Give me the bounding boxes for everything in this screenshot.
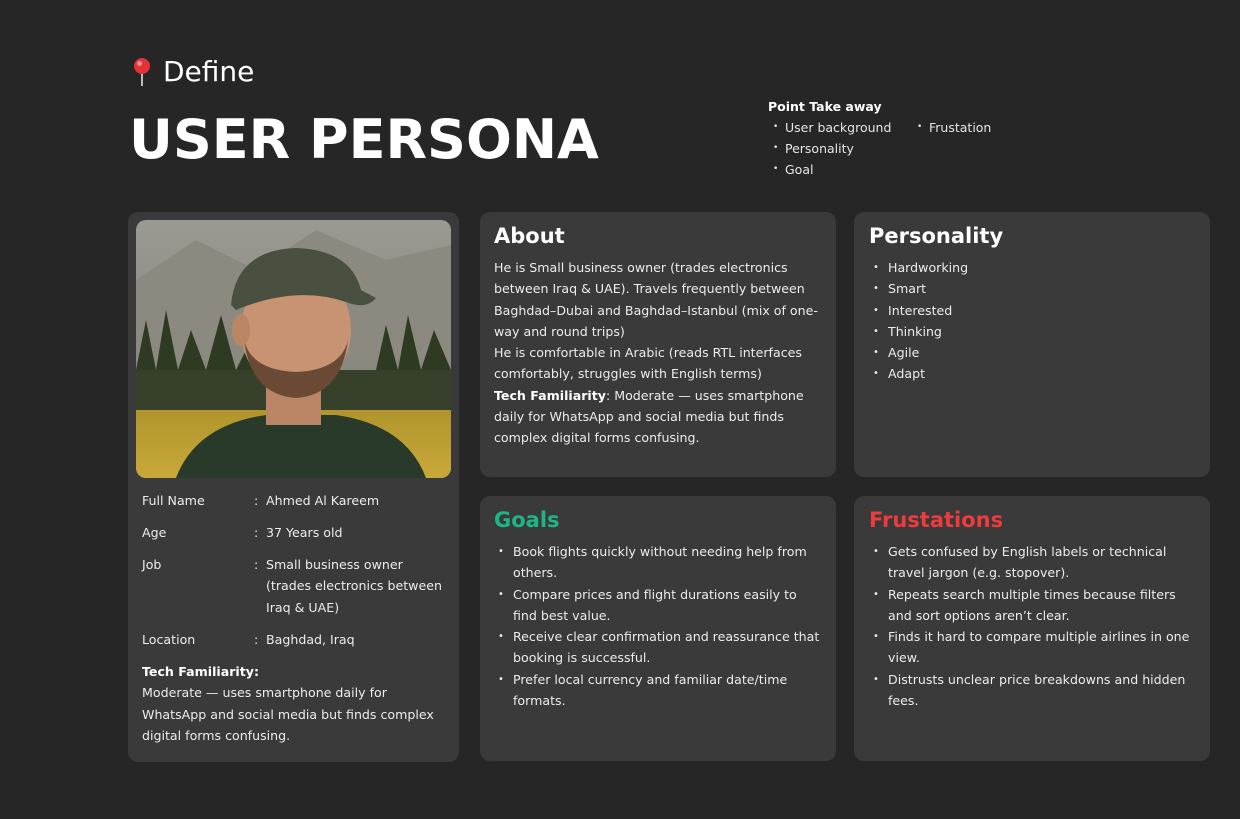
takeaway-item: • Frustation [912,119,1022,136]
about-paragraph: He is Small business owner (trades electronics between Iraq & UAE). Travels frequently between Baghdad–Dubai and Baghdad–Istanbul (mix of one-way and round trips) [494,260,818,339]
goals-title: Goals [494,508,560,532]
frustrations-list [869,541,1195,711]
list-item: • Repeats search multiple times because filters and sort options aren’t clear. [869,584,1195,627]
about-tech-familiarity [494,385,822,449]
personality-card [854,212,1210,477]
page-title: USER PERSONA [129,108,599,171]
frustrations-title: Frustations [869,508,1004,532]
about-tech-text: : Moderate — uses smartphone daily for WhatsApp and social media but finds complex digital forms confusing. [494,387,804,446]
list-item: • Book flights quickly without needing help from others. [494,541,822,584]
takeaway-title: Point Take away [768,99,882,114]
about-tech-label: Tech Familiarity [494,387,606,403]
takeaway-item: • User background [768,119,912,136]
info-label: Full Name [142,493,205,508]
info-value: Baghdad, Iraq [266,631,355,647]
profile-tech-familiarity [142,661,447,746]
goals-list [494,541,822,711]
about-body [494,257,822,449]
about-paragraph: He is comfortable in Arabic (reads RTL interfaces comfortably, struggles with English terms) [494,345,802,382]
list-item: • Prefer local currency and familiar date/time formats. [494,669,822,712]
info-label: Job [142,556,162,572]
goals-card [480,496,836,761]
list-item: • Compare prices and flight durations easily to find best value. [494,584,822,627]
list-item: • Receive clear confirmation and reassurance that booking is successful. [494,626,822,669]
info-value: Ahmed Al Kareem [266,493,380,508]
list-item: • Hardworking [869,257,1195,278]
personality-list [869,257,1195,385]
profile-info [142,490,452,661]
takeaway-item: • Goal [768,161,912,178]
takeaway-item: • Personality [768,140,912,157]
list-item: • Gets confused by English labels or technical travel jargon (e.g. stopover). [869,541,1195,584]
list-item: • Distrusts unclear price breakdowns and hidden fees. [869,669,1195,712]
info-separator: : [254,631,259,647]
profile-card [128,212,459,762]
tech-label: Tech Familiarity: [142,664,260,679]
info-label: Age [142,524,167,540]
list-item: • Thinking [869,321,1195,342]
about-title: About [494,224,565,248]
list-item: • Smart [869,278,1195,299]
info-value: Small business owner (trades electronics between Iraq & UAE) [266,556,442,615]
list-item: • Agile [869,342,1195,363]
takeaway-list [768,119,1028,178]
info-separator: : [254,493,259,508]
info-row-job [142,554,452,618]
tech-text: Moderate — uses smartphone daily for WhatsApp and social media but finds complex digital forms confusing. [142,685,434,743]
info-row-full-name [142,490,452,511]
info-separator: : [254,556,259,572]
list-item: • Interested [869,300,1195,321]
pin-icon [131,57,153,87]
info-value: 37 Years old [266,524,343,540]
info-row-location [142,629,452,650]
list-item: • Adapt [869,363,1195,384]
info-row-age [142,522,452,543]
frustrations-card [854,496,1210,761]
section-label-text: Define [163,55,255,88]
profile-photo [136,220,451,478]
personality-title: Personality [869,224,1004,248]
about-card [480,212,836,477]
info-separator: : [254,524,259,540]
list-item: • Finds it hard to compare multiple airlines in one view. [869,626,1195,669]
takeaway-spacer [912,140,1022,157]
section-label [131,55,254,88]
takeaway-panel [768,99,1028,178]
info-label: Location [142,631,196,647]
